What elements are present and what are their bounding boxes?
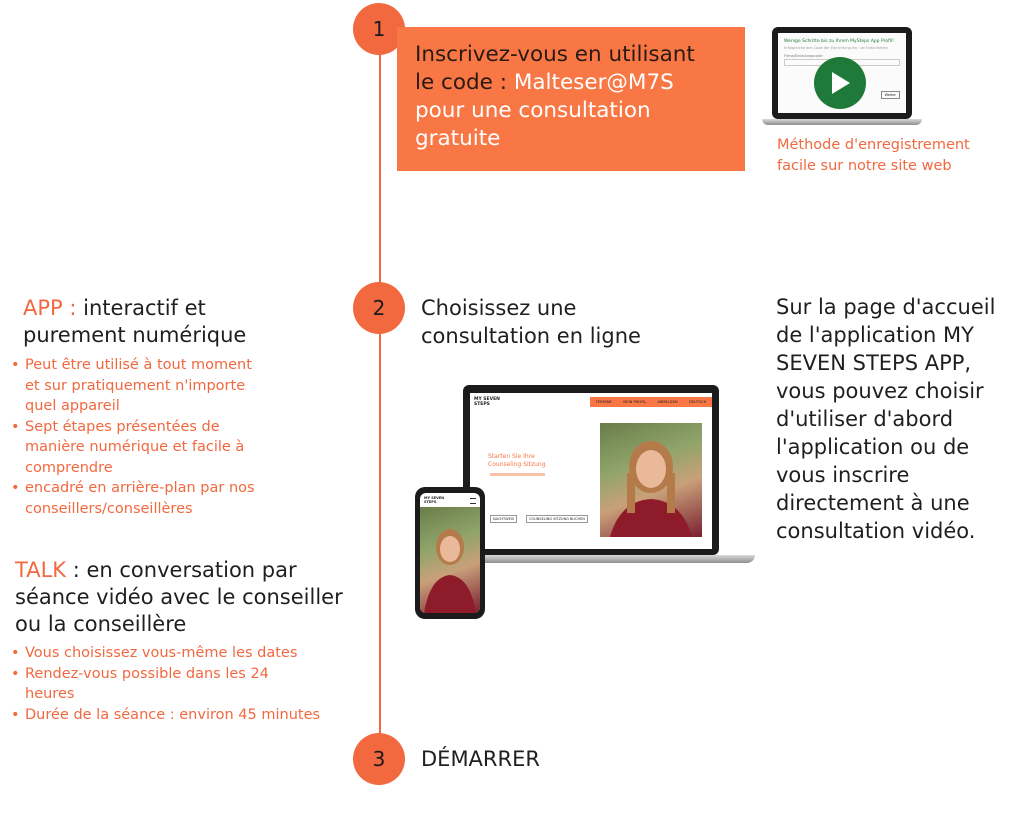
counselor-photo (600, 423, 702, 537)
mock-title: Wenige Schritte bis zu Ihrem MySteps App Profil! (784, 39, 894, 44)
laptop-display (470, 393, 712, 549)
mock-button: NACHTWEIS (490, 515, 517, 523)
banner-line: Inscrivez-vous en utilisant (415, 42, 695, 67)
mock-button: COUNSELING SITZUNG BUCHEN (526, 515, 588, 523)
talk-section (15, 557, 375, 638)
list-item: • Durée de la séance : environ 45 minutes (9, 705, 349, 726)
counselor-illustration (600, 423, 702, 537)
title-line: consultation en ligne (421, 324, 641, 348)
step-2-title (421, 294, 641, 350)
banner-line: le code : (415, 70, 514, 95)
step-number: 2 (372, 296, 386, 320)
registration-video-thumbnail[interactable] (762, 27, 922, 127)
mock-logo: MY SEVEN STEPS (424, 496, 445, 504)
banner-line: pour une consultation (415, 98, 651, 123)
list-item: • Vous choisissez vous-même les dates (9, 643, 349, 664)
desc-line: de l'application MY (776, 323, 974, 347)
mock-nav-item: MEIN PROFIL (623, 400, 647, 404)
talk-heading (15, 557, 375, 584)
list-item: • encadré en arrière-plan par nos conseillers/conseillères (9, 478, 264, 519)
counselor-illustration (420, 507, 480, 613)
mock-nav (590, 397, 712, 407)
step-number: 3 (372, 747, 386, 771)
mock-subtitle: Erfolgreiche den Code der Einrichtung ein, um fortzufahren (784, 46, 888, 50)
phone-display (420, 493, 480, 613)
signup-code-banner (397, 27, 745, 171)
list-item: • Peut être utilisé à tout moment et sur pratiquement n'importe quel appareil (9, 355, 264, 417)
mock-button: Weiter (881, 91, 900, 99)
counselor-photo (420, 507, 480, 613)
laptop-mockup (455, 385, 755, 575)
laptop-base (455, 555, 755, 563)
caption-line: facile sur notre site web (777, 158, 952, 174)
step-3-title: DÉMARRER (421, 747, 540, 771)
desc-line: Sur la page d'accueil (776, 295, 996, 319)
mock-field-label: Firma/Einladungscode (784, 54, 823, 58)
step-2-badge (353, 282, 405, 334)
desc-line: SEVEN STEPS APP, (776, 351, 972, 375)
talk-heading-line: ou la conseillère (15, 612, 187, 636)
app-label: APP (23, 296, 63, 320)
laptop-base (762, 119, 922, 125)
app-section (23, 295, 353, 349)
app-separator: : (62, 296, 84, 320)
menu-icon (470, 498, 476, 504)
app-heading-text: interactif et (83, 296, 206, 320)
mock-heading: Starten Sie Ihre Counseling Sitzung (488, 453, 546, 468)
phone-mockup (415, 487, 485, 619)
list-item: • Sept étapes présentées de manière numérique et facile à comprendre (9, 417, 264, 479)
banner-line: gratuite (415, 126, 501, 151)
desc-line: consultation vidéo. (776, 519, 976, 543)
registration-caption (777, 135, 970, 177)
desc-line: l'application ou de (776, 435, 970, 459)
mock-nav-item: TERMINE (595, 400, 612, 404)
talk-bullet-list (9, 643, 349, 725)
app-bullet-list (9, 355, 264, 519)
mock-logo: MY SEVEN STEPS (474, 397, 500, 407)
desc-line: vous inscrire (776, 463, 910, 487)
signup-code: Malteser@M7S (513, 70, 674, 95)
step-3-badge (353, 733, 405, 785)
talk-heading-line: séance vidéo avec le conseiller (15, 585, 343, 609)
talk-label: TALK (15, 558, 67, 582)
mock-nav-item: ABMELDEN (657, 400, 678, 404)
talk-separator: : (66, 558, 87, 582)
desc-line: d'utiliser d'abord (776, 407, 954, 431)
app-heading (23, 295, 353, 322)
mock-text (490, 473, 545, 476)
step-number: 1 (372, 17, 386, 41)
caption-line: Méthode d'enregistrement (777, 137, 970, 153)
talk-heading-text: en conversation par (86, 558, 297, 582)
play-icon[interactable] (814, 57, 866, 109)
desc-line: directement à une (776, 491, 970, 515)
app-heading-line: purement numérique (23, 323, 247, 347)
mock-nav-item: DEUTSCH (688, 400, 707, 404)
title-line: Choisissez une (421, 296, 577, 320)
desc-line: vous pouvez choisir (776, 379, 984, 403)
timeline-line (379, 25, 381, 760)
laptop-screen (463, 385, 719, 555)
step-2-description (776, 293, 1016, 545)
list-item: • Rendez-vous possible dans les 24 heures (9, 664, 295, 705)
